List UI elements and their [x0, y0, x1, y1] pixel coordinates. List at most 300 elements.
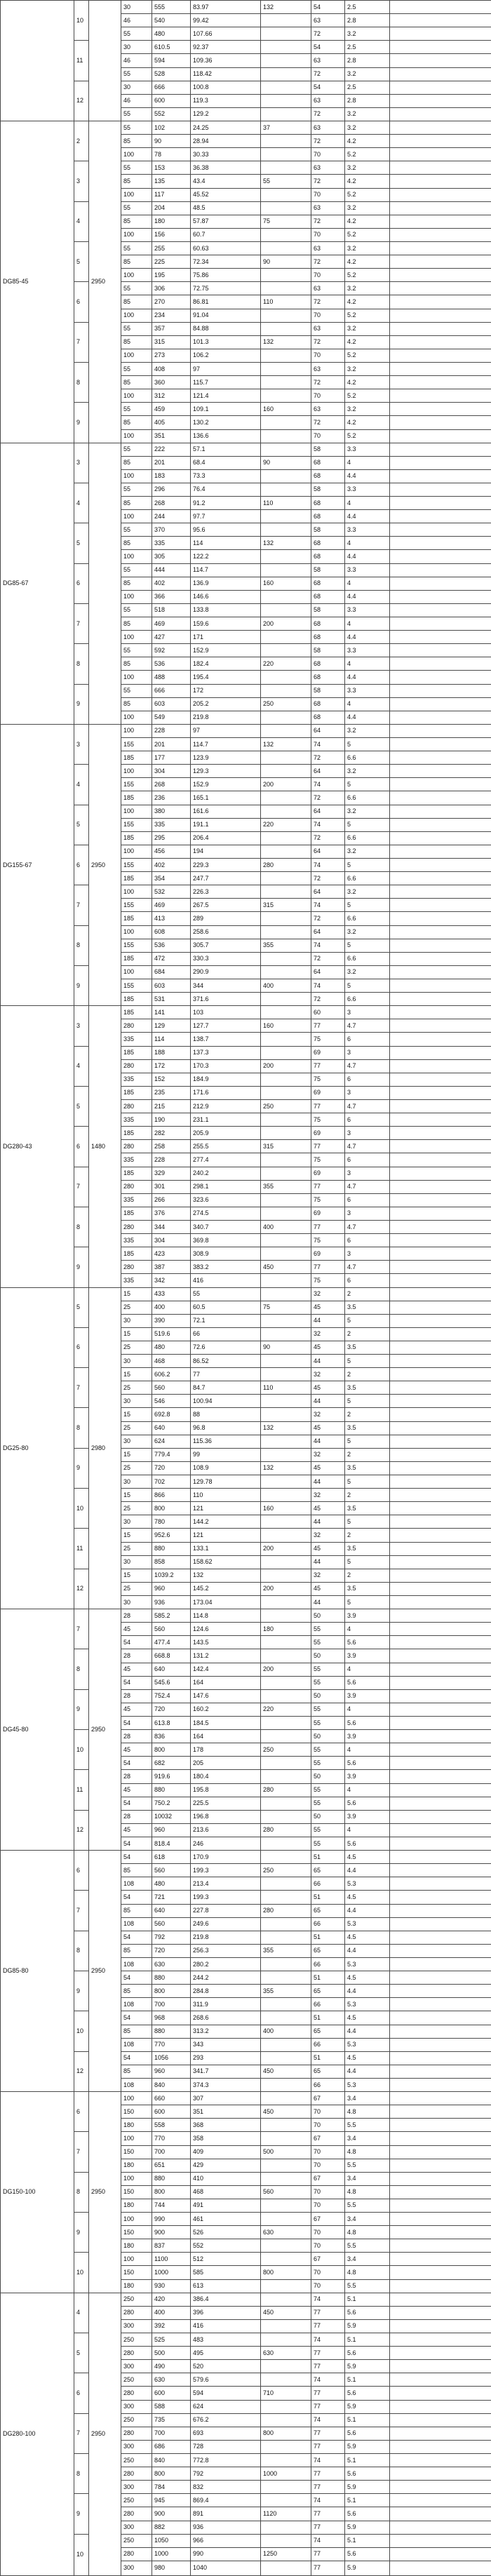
model-cell: DG155-67: [1, 724, 74, 1005]
blank-cell: [390, 577, 491, 590]
table-row: [1, 1891, 491, 1904]
weight-cell: 5.5: [345, 2159, 390, 2172]
table-row: [1, 403, 491, 416]
table-row: [1, 1, 491, 14]
blank-cell: [390, 41, 491, 54]
blank-cell: [390, 1140, 491, 1153]
npsh-cell: 70: [311, 188, 345, 201]
motor-cell: 132: [261, 335, 311, 349]
flow-cell: 100: [121, 590, 152, 603]
power-cell: 96.8: [191, 1421, 261, 1435]
blank-cell: [390, 215, 491, 228]
power-cell: 728: [191, 2440, 261, 2453]
npsh-cell: 68: [311, 697, 345, 711]
weight-cell: 4.7: [345, 1220, 390, 1233]
flow-cell: 15: [121, 1529, 152, 1542]
power-cell: 344: [191, 979, 261, 992]
motor-cell: [261, 2373, 311, 2387]
motor-cell: [261, 1489, 311, 1502]
blank-cell: [390, 1408, 491, 1421]
weight-cell: 4: [345, 1623, 390, 1636]
npsh-cell: 63: [311, 54, 345, 67]
npsh-cell: 65: [311, 1864, 345, 1877]
flow-cell: 45: [121, 1623, 152, 1636]
flow-cell: 300: [121, 2440, 152, 2453]
power-cell: 579.6: [191, 2373, 261, 2387]
npsh-cell: 68: [311, 537, 345, 550]
npsh-cell: 44: [311, 1355, 345, 1368]
motor-cell: [261, 671, 311, 684]
power-cell: 60.7: [191, 228, 261, 241]
flow-cell: 150: [121, 2185, 152, 2199]
npsh-cell: 50: [311, 1609, 345, 1623]
table-row: [1, 282, 491, 295]
motor-cell: 250: [261, 697, 311, 711]
weight-cell: 5.6: [345, 1717, 390, 1730]
npsh-cell: 72: [311, 416, 345, 429]
motor-cell: 280: [261, 1783, 311, 1797]
blank-cell: [390, 1971, 491, 1985]
head-cell: 366: [152, 590, 191, 603]
weight-cell: 6: [345, 1073, 390, 1086]
flow-cell: 100: [121, 711, 152, 724]
speed-cell: 2950: [89, 2293, 121, 2575]
flow-cell: 30: [121, 1395, 152, 1408]
npsh-cell: 77: [311, 2306, 345, 2319]
npsh-cell: 75: [311, 1234, 345, 1247]
motor-cell: 132: [261, 1421, 311, 1435]
power-cell: 115.36: [191, 1435, 261, 1448]
npsh-cell: 63: [311, 201, 345, 215]
weight-cell: 5.3: [345, 1998, 390, 2011]
blank-cell: [390, 899, 491, 912]
blank-cell: [390, 1596, 491, 1609]
flow-cell: 54: [121, 1757, 152, 1770]
table-row: [1, 121, 491, 134]
blank-cell: [390, 2051, 491, 2065]
stage-cell: 5: [74, 523, 89, 563]
head-cell: 800: [152, 1985, 191, 1998]
head-cell: 408: [152, 362, 191, 375]
blank-cell: [390, 1985, 491, 1998]
npsh-cell: 66: [311, 2078, 345, 2091]
npsh-cell: 74: [311, 2454, 345, 2467]
power-cell: 483: [191, 2333, 261, 2347]
power-cell: 72.75: [191, 282, 261, 295]
motor-cell: 132: [261, 738, 311, 751]
npsh-cell: 51: [311, 2051, 345, 2065]
weight-cell: 3.2: [345, 765, 390, 778]
blank-cell: [390, 1877, 491, 1891]
blank-cell: [390, 1797, 491, 1810]
blank-cell: [390, 81, 491, 94]
motor-cell: [261, 269, 311, 282]
npsh-cell: 64: [311, 885, 345, 899]
weight-cell: 5.3: [345, 2038, 390, 2051]
head-cell: 560: [152, 1623, 191, 1636]
weight-cell: 4.5: [345, 1971, 390, 1985]
power-cell: 118.42: [191, 67, 261, 81]
power-cell: 323.6: [191, 1193, 261, 1207]
table-row: [1, 2011, 491, 2025]
head-cell: 603: [152, 979, 191, 992]
head-cell: 329: [152, 1167, 191, 1180]
weight-cell: 2: [345, 1408, 390, 1421]
flow-cell: 55: [121, 483, 152, 496]
npsh-cell: 70: [311, 309, 345, 322]
npsh-cell: 70: [311, 2279, 345, 2293]
motor-cell: [261, 41, 311, 54]
table-row: [1, 2494, 491, 2507]
stage-cell: 7: [74, 322, 89, 362]
npsh-cell: 72: [311, 791, 345, 805]
weight-cell: 5: [345, 1395, 390, 1408]
table-row: [1, 845, 491, 858]
power-cell: 146.6: [191, 590, 261, 603]
blank-cell: [390, 362, 491, 375]
npsh-cell: 70: [311, 148, 345, 161]
stage-cell: 8: [74, 2454, 89, 2494]
table-row: [1, 1851, 491, 1864]
blank-cell: [390, 1502, 491, 1515]
npsh-cell: 63: [311, 94, 345, 107]
table-row: [1, 483, 491, 496]
stage-cell: 3: [74, 161, 89, 201]
stage-cell: 9: [74, 1971, 89, 2011]
flow-cell: 100: [121, 2132, 152, 2145]
table-row: [1, 925, 491, 939]
power-cell: 613: [191, 2279, 261, 2293]
head-cell: 936: [152, 1596, 191, 1609]
weight-cell: 2.5: [345, 81, 390, 94]
blank-cell: [390, 2199, 491, 2212]
npsh-cell: 55: [311, 1636, 345, 1649]
power-cell: 409: [191, 2145, 261, 2159]
npsh-cell: 58: [311, 483, 345, 496]
motor-cell: 132: [261, 537, 311, 550]
npsh-cell: 68: [311, 617, 345, 631]
motor-cell: 200: [261, 1582, 311, 1595]
blank-cell: [390, 416, 491, 429]
blank-cell: [390, 1287, 491, 1301]
npsh-cell: 72: [311, 215, 345, 228]
blank-cell: [390, 429, 491, 443]
power-cell: 122.2: [191, 550, 261, 563]
motor-cell: [261, 14, 311, 27]
speed-cell: 2950: [89, 1851, 121, 2092]
motor-cell: [261, 161, 311, 175]
power-cell: 290.9: [191, 965, 261, 979]
motor-cell: [261, 201, 311, 215]
flow-cell: 300: [121, 2481, 152, 2494]
flow-cell: 25: [121, 1301, 152, 1314]
flow-cell: 185: [121, 993, 152, 1006]
blank-cell: [390, 403, 491, 416]
motor-cell: [261, 1475, 311, 1489]
head-cell: 528: [152, 67, 191, 81]
table-row: [1, 241, 491, 255]
npsh-cell: 58: [311, 644, 345, 657]
head-cell: 880: [152, 1971, 191, 1985]
flow-cell: 185: [121, 831, 152, 845]
blank-cell: [390, 1153, 491, 1167]
motor-cell: 400: [261, 979, 311, 992]
head-cell: 525: [152, 2333, 191, 2347]
head-cell: 600: [152, 2387, 191, 2400]
motor-cell: [261, 1676, 311, 1689]
table-row: [1, 2253, 491, 2266]
motor-cell: [261, 885, 311, 899]
weight-cell: 4.2: [345, 335, 390, 349]
npsh-cell: 77: [311, 1019, 345, 1033]
head-cell: 190: [152, 1113, 191, 1127]
motor-cell: [261, 2400, 311, 2413]
npsh-cell: 51: [311, 1891, 345, 1904]
flow-cell: 45: [121, 1783, 152, 1797]
weight-cell: 4.2: [345, 295, 390, 309]
flow-cell: 55: [121, 684, 152, 697]
blank-cell: [390, 1301, 491, 1314]
blank-cell: [390, 14, 491, 27]
motor-cell: [261, 603, 311, 617]
weight-cell: 4.7: [345, 1261, 390, 1274]
npsh-cell: 44: [311, 1314, 345, 1327]
power-cell: 184.5: [191, 1717, 261, 1730]
npsh-cell: 72: [311, 27, 345, 41]
flow-cell: 30: [121, 1555, 152, 1569]
stage-cell: 6: [74, 1327, 89, 1367]
motor-cell: 90: [261, 255, 311, 269]
head-cell: 400: [152, 1301, 191, 1314]
weight-cell: 3.2: [345, 322, 390, 335]
stage-cell: 3: [74, 724, 89, 764]
head-cell: 390: [152, 1314, 191, 1327]
table-row: [1, 1287, 491, 1301]
power-cell: 101.3: [191, 335, 261, 349]
weight-cell: 5.6: [345, 2427, 390, 2440]
motor-cell: [261, 2239, 311, 2253]
table-row: [1, 1810, 491, 1823]
npsh-cell: 65: [311, 1985, 345, 1998]
npsh-cell: 64: [311, 805, 345, 818]
power-cell: 66: [191, 1327, 261, 1341]
blank-cell: [390, 1676, 491, 1689]
motor-cell: [261, 590, 311, 603]
weight-cell: 3.9: [345, 1689, 390, 1703]
blank-cell: [390, 1649, 491, 1663]
power-cell: 219.8: [191, 1931, 261, 1944]
stage-cell: 10: [74, 1489, 89, 1529]
power-cell: 213.6: [191, 1823, 261, 1837]
head-cell: 180: [152, 215, 191, 228]
stage-cell: 5: [74, 805, 89, 845]
blank-cell: [390, 201, 491, 215]
npsh-cell: 75: [311, 1113, 345, 1127]
npsh-cell: 74: [311, 2413, 345, 2427]
head-cell: 686: [152, 2440, 191, 2453]
power-cell: 43.4: [191, 175, 261, 188]
flow-cell: 85: [121, 2025, 152, 2038]
stage-cell: 6: [74, 845, 89, 885]
weight-cell: 3: [345, 1127, 390, 1140]
flow-cell: 185: [121, 912, 152, 925]
stage-cell: 11: [74, 1529, 89, 1569]
power-cell: 386.4: [191, 2293, 261, 2306]
flow-cell: 54: [121, 1971, 152, 1985]
npsh-cell: 63: [311, 241, 345, 255]
weight-cell: 6: [345, 1153, 390, 1167]
flow-cell: 25: [121, 1381, 152, 1395]
motor-cell: [261, 1395, 311, 1408]
npsh-cell: 72: [311, 335, 345, 349]
flow-cell: 300: [121, 2360, 152, 2373]
blank-cell: [390, 2293, 491, 2306]
head-cell: 700: [152, 2427, 191, 2440]
weight-cell: 4.4: [345, 590, 390, 603]
motor-cell: 315: [261, 899, 311, 912]
power-cell: 143.5: [191, 1636, 261, 1649]
motor-cell: 90: [261, 1341, 311, 1354]
blank-cell: [390, 1368, 491, 1381]
motor-cell: [261, 2119, 311, 2132]
npsh-cell: 66: [311, 1917, 345, 1931]
npsh-cell: 50: [311, 1730, 345, 1743]
weight-cell: 6: [345, 1193, 390, 1207]
power-cell: 73.3: [191, 469, 261, 483]
blank-cell: [390, 1127, 491, 1140]
flow-cell: 335: [121, 1113, 152, 1127]
head-cell: 380: [152, 805, 191, 818]
weight-cell: 3: [345, 1167, 390, 1180]
head-cell: 480: [152, 1341, 191, 1354]
head-cell: 735: [152, 2413, 191, 2427]
weight-cell: 5.6: [345, 2387, 390, 2400]
head-cell: 342: [152, 1274, 191, 1287]
stage-cell: 8: [74, 1207, 89, 1247]
flow-cell: 180: [121, 2199, 152, 2212]
table-row: [1, 523, 491, 537]
flow-cell: 100: [121, 228, 152, 241]
weight-cell: 3.3: [345, 603, 390, 617]
npsh-cell: 64: [311, 845, 345, 858]
motor-cell: 560: [261, 2185, 311, 2199]
npsh-cell: 55: [311, 1676, 345, 1689]
motor-cell: 220: [261, 1703, 311, 1716]
motor-cell: [261, 2253, 311, 2266]
head-cell: 360: [152, 376, 191, 389]
stage-cell: 11: [74, 41, 89, 81]
motor-cell: [261, 94, 311, 107]
motor-cell: [261, 1957, 311, 1971]
motor-cell: [261, 376, 311, 389]
stage-cell: 10: [74, 2011, 89, 2051]
weight-cell: 4.8: [345, 2145, 390, 2159]
stage-cell: 10: [74, 2253, 89, 2293]
flow-cell: 55: [121, 161, 152, 175]
head-cell: 215: [152, 1099, 191, 1113]
weight-cell: 4.8: [345, 2226, 390, 2239]
npsh-cell: 77: [311, 2360, 345, 2373]
stage-cell: 8: [74, 1931, 89, 1971]
power-cell: 114.7: [191, 738, 261, 751]
weight-cell: 5.2: [345, 389, 390, 403]
head-cell: 10032: [152, 1810, 191, 1823]
motor-cell: [261, 1247, 311, 1261]
blank-cell: [390, 993, 491, 1006]
blank-cell: [390, 657, 491, 671]
motor-cell: [261, 2279, 311, 2293]
blank-cell: [390, 2400, 491, 2413]
head-cell: 117: [152, 188, 191, 201]
flow-cell: 100: [121, 309, 152, 322]
motor-cell: 90: [261, 456, 311, 469]
table-row: [1, 2333, 491, 2347]
blank-cell: [390, 148, 491, 161]
power-cell: 165.1: [191, 791, 261, 805]
motor-cell: 220: [261, 818, 311, 831]
weight-cell: 5.1: [345, 2494, 390, 2507]
flow-cell: 150: [121, 2266, 152, 2279]
weight-cell: 3.2: [345, 965, 390, 979]
npsh-cell: 77: [311, 2561, 345, 2575]
motor-cell: [261, 1314, 311, 1327]
head-cell: 344: [152, 1220, 191, 1233]
table-row: [1, 1689, 491, 1703]
npsh-cell: 77: [311, 2347, 345, 2360]
flow-cell: 280: [121, 1180, 152, 1193]
stage-cell: 9: [74, 1689, 89, 1729]
npsh-cell: 77: [311, 1220, 345, 1233]
flow-cell: 250: [121, 2333, 152, 2347]
power-cell: 284.8: [191, 1985, 261, 1998]
head-cell: 1050: [152, 2534, 191, 2547]
flow-cell: 85: [121, 1904, 152, 1917]
blank-cell: [390, 711, 491, 724]
table-row: [1, 1609, 491, 1623]
motor-cell: [261, 1435, 311, 1448]
blank-cell: [390, 671, 491, 684]
stage-cell: 5: [74, 241, 89, 281]
motor-cell: [261, 443, 311, 456]
npsh-cell: 63: [311, 322, 345, 335]
power-cell: 268.6: [191, 2011, 261, 2025]
flow-cell: 185: [121, 1046, 152, 1059]
npsh-cell: 74: [311, 2373, 345, 2387]
blank-cell: [390, 2561, 491, 2575]
head-cell: 518: [152, 603, 191, 617]
weight-cell: 3.4: [345, 2213, 390, 2226]
weight-cell: 3.9: [345, 1730, 390, 1743]
flow-cell: 100: [121, 148, 152, 161]
speed-cell: 2950: [89, 1609, 121, 1851]
npsh-cell: 72: [311, 751, 345, 765]
head-cell: 304: [152, 765, 191, 778]
motor-cell: 110: [261, 497, 311, 510]
weight-cell: 6: [345, 1113, 390, 1127]
npsh-cell: 74: [311, 2494, 345, 2507]
flow-cell: 335: [121, 1073, 152, 1086]
flow-cell: 30: [121, 1435, 152, 1448]
power-cell: 343: [191, 2038, 261, 2051]
npsh-cell: 68: [311, 671, 345, 684]
table-row: [1, 362, 491, 375]
weight-cell: 5.9: [345, 2360, 390, 2373]
motor-cell: [261, 845, 311, 858]
stage-cell: 7: [74, 1891, 89, 1931]
motor-cell: [261, 1046, 311, 1059]
motor-cell: [261, 2132, 311, 2145]
npsh-cell: 65: [311, 1904, 345, 1917]
